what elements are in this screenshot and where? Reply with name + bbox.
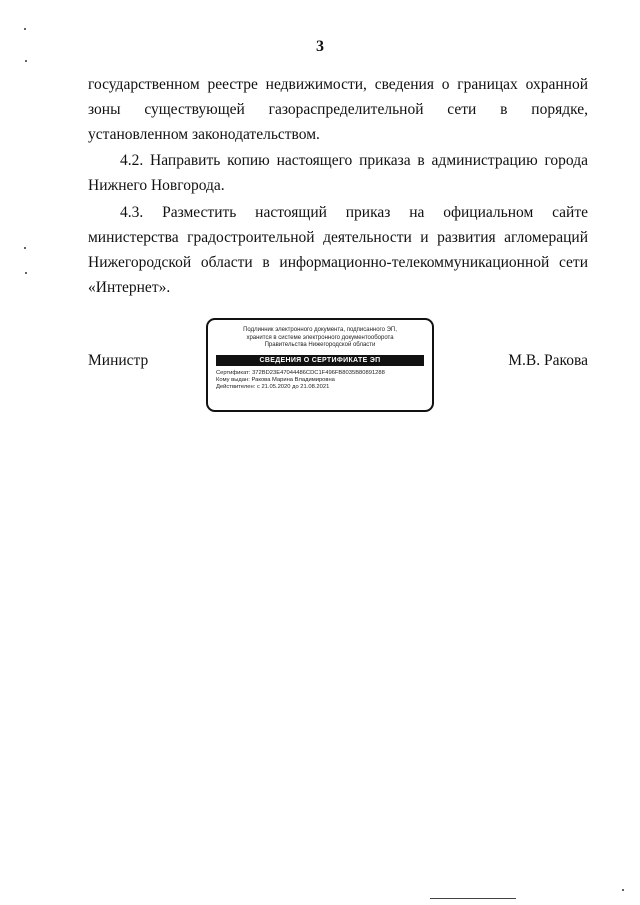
paragraph-text: 4.2. Направить копию настоящего приказа в администрацию города Нижнего Новгорода. — [88, 152, 588, 194]
stamp-header — [216, 327, 424, 350]
scan-speck — [25, 60, 27, 62]
scan-speck — [24, 28, 26, 30]
paragraph-4-3 — [88, 200, 588, 300]
paragraph-4-2 — [88, 148, 588, 198]
stamp-validity: с 21.05.2020 до 21.08.2021 — [256, 383, 330, 390]
paragraph-continuation — [88, 72, 588, 147]
scan-edge-line — [430, 898, 516, 899]
signatory-title: Министр — [88, 352, 149, 369]
stamp-header-line: Подлинник электронного документа, подписанного ЭП, — [243, 327, 397, 333]
stamp-valid-row — [216, 384, 424, 391]
scan-speck — [622, 889, 624, 891]
e-signature-stamp — [206, 318, 434, 412]
stamp-label: Действителен: — [216, 383, 256, 390]
page-number: 3 — [316, 38, 324, 55]
stamp-certificate-number: 372BD23E47044486CDC1F496FB8035B80891288 — [252, 369, 385, 376]
stamp-label: Сертификат: — [216, 369, 251, 376]
signatory-name: М.В. Ракова — [508, 352, 588, 369]
stamp-issued-to: Ракова Марина Владимировна — [251, 376, 335, 383]
stamp-certificate-banner: СВЕДЕНИЯ О СЕРТИФИКАТЕ ЭП — [216, 355, 424, 366]
stamp-certificate-row — [216, 370, 424, 377]
stamp-details — [216, 370, 424, 391]
stamp-header-line: хранится в системе электронного документооборота — [246, 334, 394, 341]
paragraph-text: 4.3. Разместить настоящий приказ на официальном сайте министерства градостроительной деятельности и развития агломераций Нижегородской области в информационно-телекоммуникационной сети «Интернет». — [88, 204, 588, 296]
stamp-header-line: Правительства Нижегородской области — [264, 342, 376, 348]
stamp-issued-row — [216, 377, 424, 384]
scan-speck — [25, 272, 27, 274]
paragraph-text: государственном реестре недвижимости, сведения о границах охранной зоны существующей газораспределительной сети в порядке, установленном законодательством. — [88, 76, 588, 143]
scan-speck — [24, 247, 26, 249]
stamp-label: Кому выдан: — [216, 376, 250, 383]
